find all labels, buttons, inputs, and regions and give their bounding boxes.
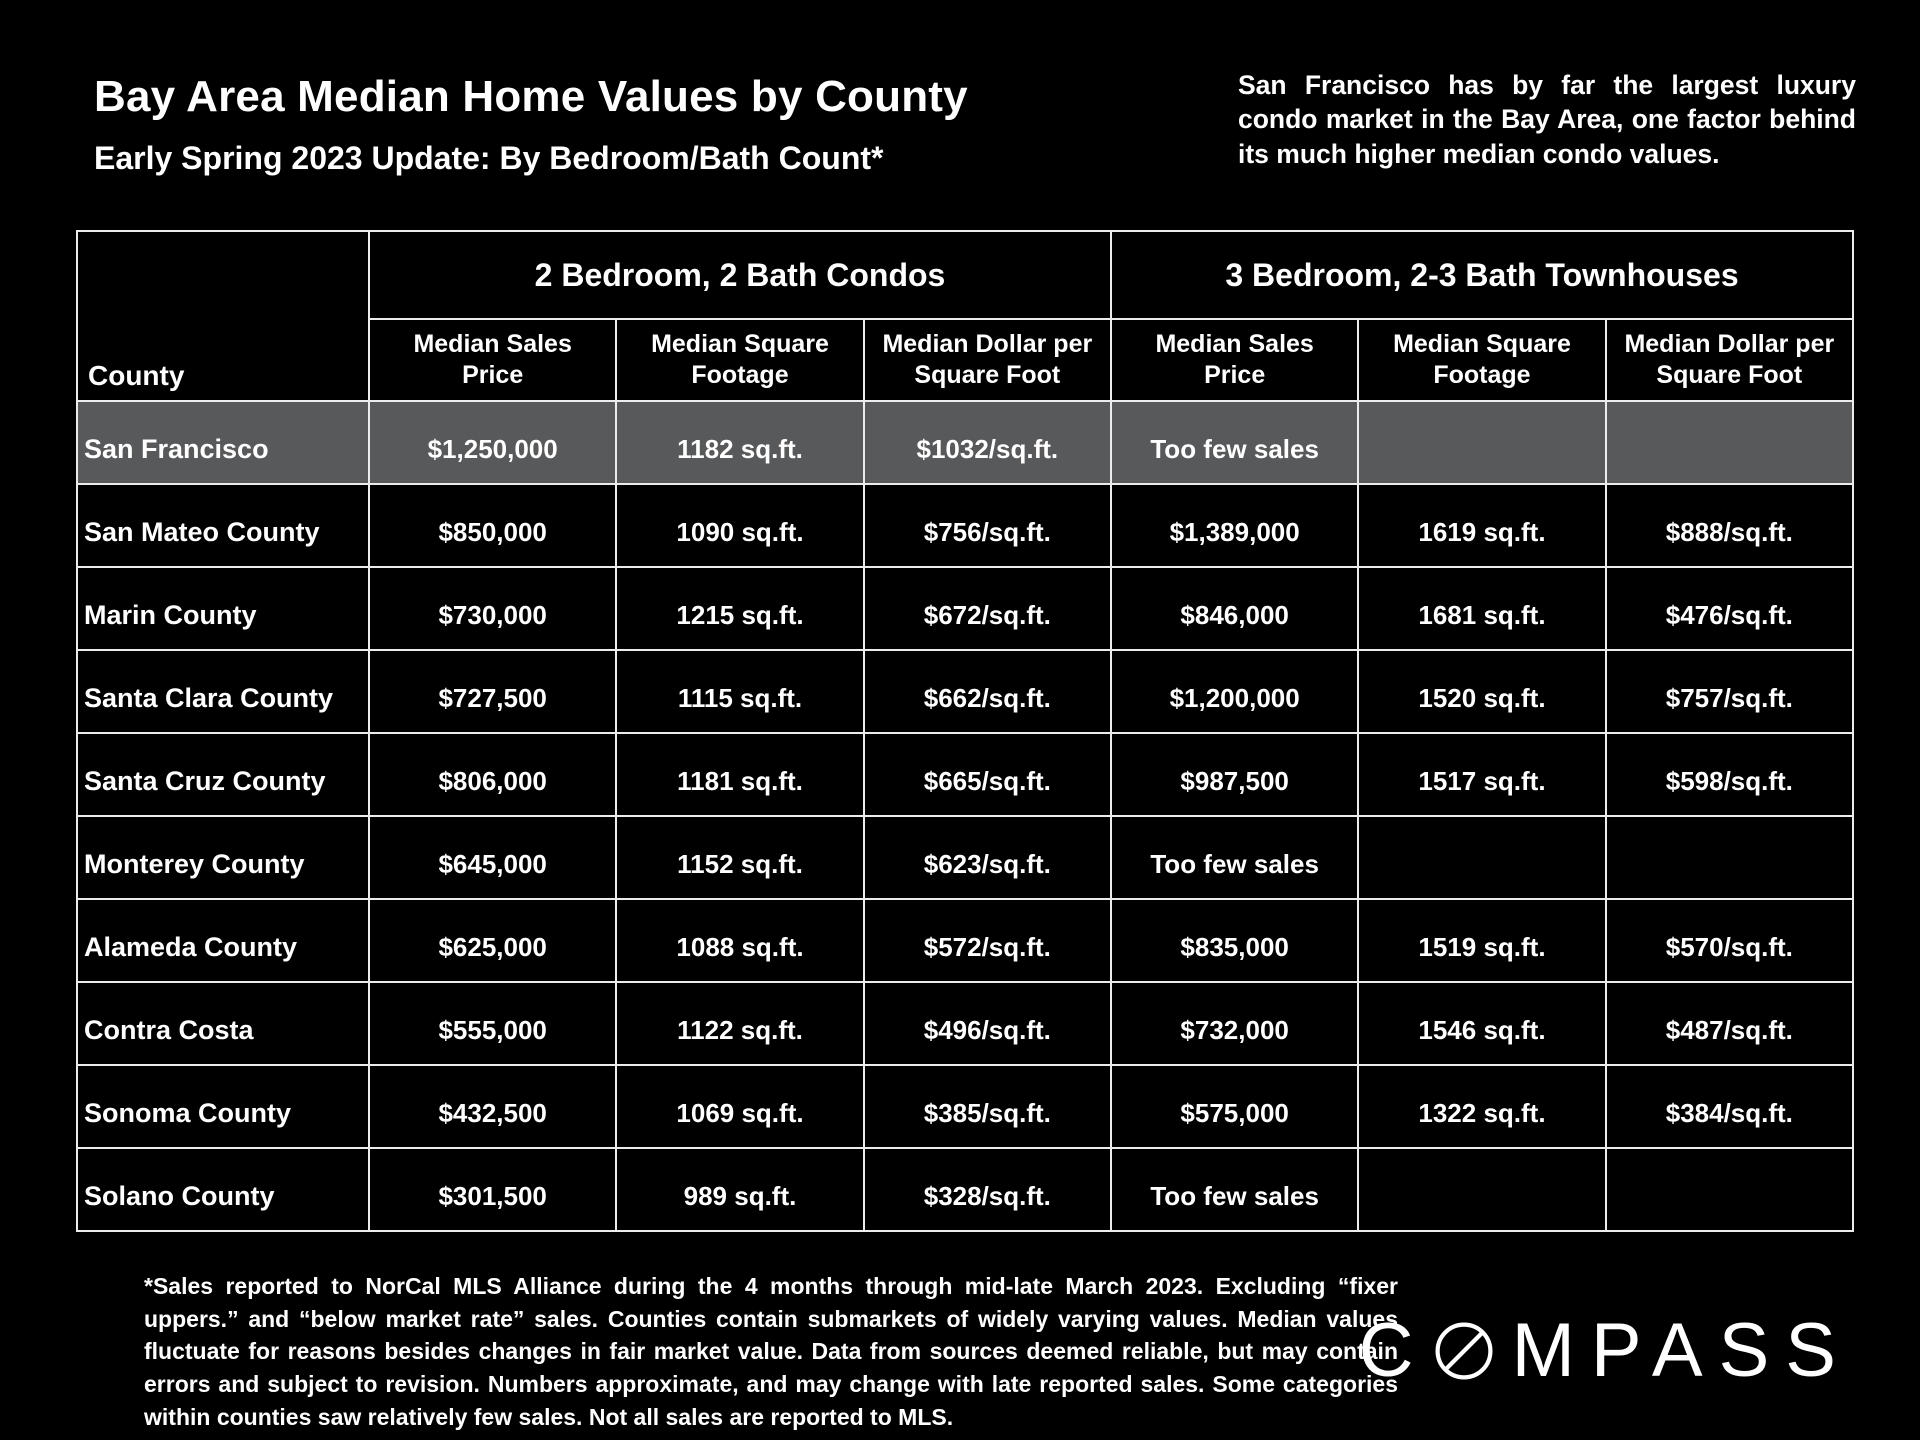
- value-cell: $476/sq.ft.: [1606, 567, 1853, 650]
- value-cell: 1069 sq.ft.: [616, 1065, 863, 1148]
- value-cell: 989 sq.ft.: [616, 1148, 863, 1231]
- group-header-row: [77, 231, 1853, 319]
- value-cell: $987,500: [1111, 733, 1358, 816]
- value-cell: 1182 sq.ft.: [616, 401, 863, 484]
- value-cell: $301,500: [369, 1148, 616, 1231]
- value-cell: [1358, 1148, 1605, 1231]
- table-row: [77, 484, 1853, 567]
- table-row: [77, 982, 1853, 1065]
- value-cell: 1517 sq.ft.: [1358, 733, 1605, 816]
- value-cell: $625,000: [369, 899, 616, 982]
- value-cell: 1152 sq.ft.: [616, 816, 863, 899]
- value-cell: [1606, 816, 1853, 899]
- value-cell: $662/sq.ft.: [864, 650, 1111, 733]
- compass-logo: [1359, 1307, 1852, 1394]
- values-table-wrap: [76, 230, 1854, 1232]
- county-cell: Solano County: [77, 1148, 369, 1231]
- value-cell: $623/sq.ft.: [864, 816, 1111, 899]
- value-cell: $672/sq.ft.: [864, 567, 1111, 650]
- county-cell: San Mateo County: [77, 484, 369, 567]
- value-cell: $835,000: [1111, 899, 1358, 982]
- value-cell: $575,000: [1111, 1065, 1358, 1148]
- column-header: Median Dollar per Square Foot: [1606, 319, 1853, 401]
- footnote: *Sales reported to NorCal MLS Alliance during the 4 months through mid-late March 2023. Excluding “fixer uppers.” and “below market rate” sales. Counties contain submarkets of widely varying values. Median values fluctuate for reasons besides changes in fair market value. Data from sources deemed reliable, but may contain errors and subject to revision. Numbers approximate, and may change with late reported sales. Some categories within counties saw relatively few sales. Not all sales are reported to MLS.: [144, 1273, 1398, 1430]
- value-cell: $756/sq.ft.: [864, 484, 1111, 567]
- value-cell: $1,250,000: [369, 401, 616, 484]
- page-subtitle: Early Spring 2023 Update: By Bedroom/Bath Count*: [94, 140, 884, 176]
- column-header: Median Square Footage: [616, 319, 863, 401]
- value-cell: [1606, 1148, 1853, 1231]
- value-cell: $757/sq.ft.: [1606, 650, 1853, 733]
- value-cell: [1358, 401, 1605, 484]
- value-cell: $645,000: [369, 816, 616, 899]
- value-cell: $732,000: [1111, 982, 1358, 1065]
- table-row: [77, 650, 1853, 733]
- value-cell: 1090 sq.ft.: [616, 484, 863, 567]
- group-header-condos: 2 Bedroom, 2 Bath Condos: [369, 231, 1111, 319]
- value-cell: Too few sales: [1111, 401, 1358, 484]
- county-cell: Alameda County: [77, 899, 369, 982]
- county-cell: Santa Clara County: [77, 650, 369, 733]
- value-cell: $846,000: [1111, 567, 1358, 650]
- county-cell: Marin County: [77, 567, 369, 650]
- table-row: [77, 816, 1853, 899]
- value-cell: 1122 sq.ft.: [616, 982, 863, 1065]
- value-cell: 1546 sq.ft.: [1358, 982, 1605, 1065]
- value-cell: $432,500: [369, 1065, 616, 1148]
- value-cell: $1,200,000: [1111, 650, 1358, 733]
- value-cell: $328/sq.ft.: [864, 1148, 1111, 1231]
- value-cell: $487/sq.ft.: [1606, 982, 1853, 1065]
- sf-annotation-note: San Francisco has by far the largest luxury condo market in the Bay Area, one factor behind its much higher median condo values.: [1238, 70, 1856, 169]
- compass-logo-suffix: MPASS: [1511, 1308, 1852, 1393]
- value-cell: $1,389,000: [1111, 484, 1358, 567]
- table-row: [77, 733, 1853, 816]
- value-cell: 1681 sq.ft.: [1358, 567, 1605, 650]
- value-cell: $496/sq.ft.: [864, 982, 1111, 1065]
- title-block: [94, 72, 968, 177]
- county-cell: Contra Costa: [77, 982, 369, 1065]
- value-cell: $385/sq.ft.: [864, 1065, 1111, 1148]
- value-cell: 1181 sq.ft.: [616, 733, 863, 816]
- table-row: [77, 567, 1853, 650]
- value-cell: Too few sales: [1111, 816, 1358, 899]
- value-cell: $570/sq.ft.: [1606, 899, 1853, 982]
- value-cell: 1215 sq.ft.: [616, 567, 863, 650]
- compass-logo-prefix: C: [1358, 1308, 1430, 1393]
- value-cell: $384/sq.ft.: [1606, 1065, 1853, 1148]
- value-cell: $850,000: [369, 484, 616, 567]
- value-cell: 1322 sq.ft.: [1358, 1065, 1605, 1148]
- value-cell: [1606, 401, 1853, 484]
- county-cell: Monterey County: [77, 816, 369, 899]
- value-cell: $665/sq.ft.: [864, 733, 1111, 816]
- county-cell: Sonoma County: [77, 1065, 369, 1148]
- value-cell: 1519 sq.ft.: [1358, 899, 1605, 982]
- county-cell: Santa Cruz County: [77, 733, 369, 816]
- column-header: Median Sales Price: [369, 319, 616, 401]
- table-row: [77, 1065, 1853, 1148]
- column-header: Median Dollar per Square Foot: [864, 319, 1111, 401]
- value-cell: $727,500: [369, 650, 616, 733]
- value-cell: $598/sq.ft.: [1606, 733, 1853, 816]
- values-table: [76, 230, 1854, 1232]
- county-column-header: County: [77, 231, 369, 401]
- value-cell: 1520 sq.ft.: [1358, 650, 1605, 733]
- column-header: Median Sales Price: [1111, 319, 1358, 401]
- column-header: Median Square Footage: [1358, 319, 1605, 401]
- value-cell: 1619 sq.ft.: [1358, 484, 1605, 567]
- value-cell: $572/sq.ft.: [864, 899, 1111, 982]
- page-title: Bay Area Median Home Values by County: [94, 72, 968, 121]
- table-row: [77, 899, 1853, 982]
- value-cell: 1115 sq.ft.: [616, 650, 863, 733]
- table-row: [77, 1148, 1853, 1231]
- value-cell: $806,000: [369, 733, 616, 816]
- compass-o-icon: [1434, 1321, 1494, 1381]
- value-cell: $555,000: [369, 982, 616, 1065]
- value-cell: $1032/sq.ft.: [864, 401, 1111, 484]
- county-cell: San Francisco: [77, 401, 369, 484]
- value-cell: $730,000: [369, 567, 616, 650]
- table-row: [77, 401, 1853, 484]
- value-cell: $888/sq.ft.: [1606, 484, 1853, 567]
- value-cell: [1358, 816, 1605, 899]
- group-header-townhouses: 3 Bedroom, 2-3 Bath Townhouses: [1111, 231, 1853, 319]
- value-cell: 1088 sq.ft.: [616, 899, 863, 982]
- value-cell: Too few sales: [1111, 1148, 1358, 1231]
